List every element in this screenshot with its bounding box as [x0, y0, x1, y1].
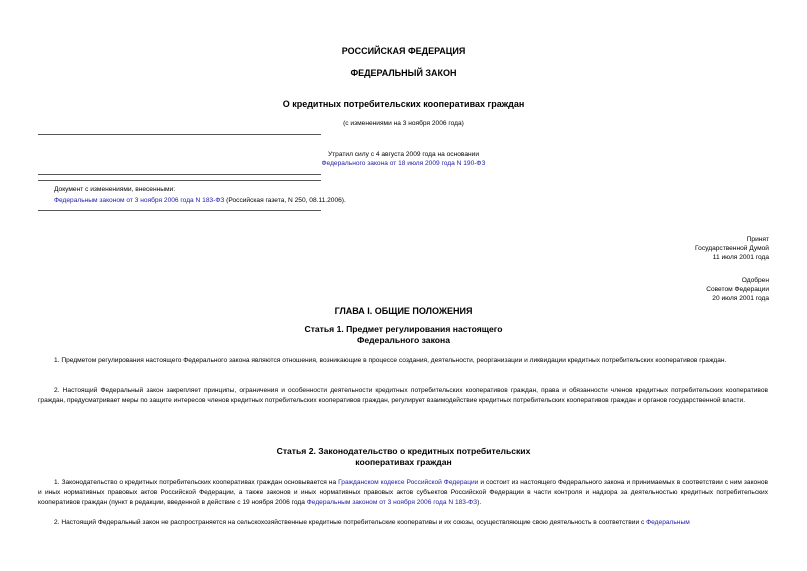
adopted-line1: Принят	[746, 236, 769, 243]
civil-code-link[interactable]: Гражданском кодексе Российской Федерации	[338, 479, 479, 486]
amendment-source: (Российская газета, N 250, 08.11.2006).	[224, 197, 346, 204]
approved-date: 20 июля 2001 года	[712, 295, 769, 303]
amendments-intro: Документ с изменениями, внесенными:	[54, 186, 176, 193]
expired-link-line	[0, 159, 807, 168]
divider	[38, 134, 321, 135]
approved-line1: Одобрен	[741, 277, 769, 284]
amendment-law-link-inline[interactable]: Федеральным законом от 3 ноября 2006 года N 183-ФЗ	[306, 499, 478, 506]
article2-title-line2: кооперативах граждан	[355, 457, 452, 467]
paragraph-text: 2. Настоящий Федеральный закон не распространяется на сельскохозяйственные кредитные потребительские кооперативы и их союзы, осуществляющие свою деятельность в соответствии с	[54, 519, 647, 526]
amendments-line	[54, 196, 346, 205]
divider	[38, 174, 321, 175]
paragraph-text: и состоит из настоящего Федерального закона и принимаемых в соответствии с ним законов и иных нормативных правовых актов Российской Федерации, а также законов и иных нормативных правовых актов субъектов Российской Федерации в части контроля и надзора за деятельностью кредитных потребительских кооперативов граждан (пункт в редакции, введенной в действие с 19 ноября 2006 года	[38, 479, 769, 506]
article2-title	[0, 446, 807, 468]
article1-title	[0, 324, 807, 346]
article2-paragraph1	[38, 478, 768, 508]
law-title: О кредитных потребительских кооперативах граждан	[282, 99, 525, 109]
article1-title-line2: Федерального закона	[356, 335, 450, 345]
adopted-line2: Государственной Думой	[695, 245, 769, 253]
article1-paragraph1: 1. Предметом регулирования настоящего Федерального закона являются отношения, возникающие в процессе создания, деятельности, реорганизации и ликвидации кредитных потребительских кооперативов граждан.	[54, 357, 727, 364]
article1-title-line1: Статья 1. Предмет регулирования настоящего	[304, 324, 503, 334]
divider	[38, 180, 321, 181]
paragraph-text: 1. Законодательство о кредитных потребительских кооперативах граждан основывается на	[54, 479, 339, 486]
adopted-date: 11 июля 2001 года	[712, 254, 769, 262]
article1-paragraph2: 2. Настоящий Федеральный закон закрепляет принципы, ограничения и особенности деятельности кредитных потребительских кооперативов граждан, права и обязанности членов кредитных потребительских кооперативов граждан, предусматривает меры по защите интересов членов кредитных потребительских кооперативов граждан, регулирует взаимодействие кредитных потребительских кооперативов граждан и органов государственной власти.	[38, 387, 768, 404]
approved-block	[706, 276, 769, 304]
federation-heading: РОССИЙСКАЯ ФЕДЕРАЦИЯ	[341, 46, 466, 56]
divider	[38, 210, 321, 211]
adopted-block	[695, 235, 769, 263]
chapter-title: ГЛАВА I. ОБЩИЕ ПОЛОЖЕНИЯ	[334, 306, 473, 316]
expired-note: Утратил силу с 4 августа 2009 года на основании	[327, 151, 480, 158]
approved-line2: Советом Федерации	[706, 286, 769, 294]
federal-law-link[interactable]: Федеральным	[646, 519, 690, 526]
article2-paragraph2	[38, 518, 768, 528]
law-type-heading: ФЕДЕРАЛЬНЫЙ ЗАКОН	[350, 68, 457, 78]
amendment-law-link[interactable]: Федеральным законом от 3 ноября 2006 года N 183-ФЗ	[54, 197, 225, 204]
expired-law-link[interactable]: Федерального закона от 18 июля 2009 года N 190-ФЗ	[321, 160, 486, 167]
paragraph-text: ).	[477, 499, 482, 506]
changes-note: (с изменениями на 3 ноября 2006 года)	[343, 120, 464, 127]
article2-title-line1: Статья 2. Законодательство о кредитных потребительских	[276, 446, 531, 456]
